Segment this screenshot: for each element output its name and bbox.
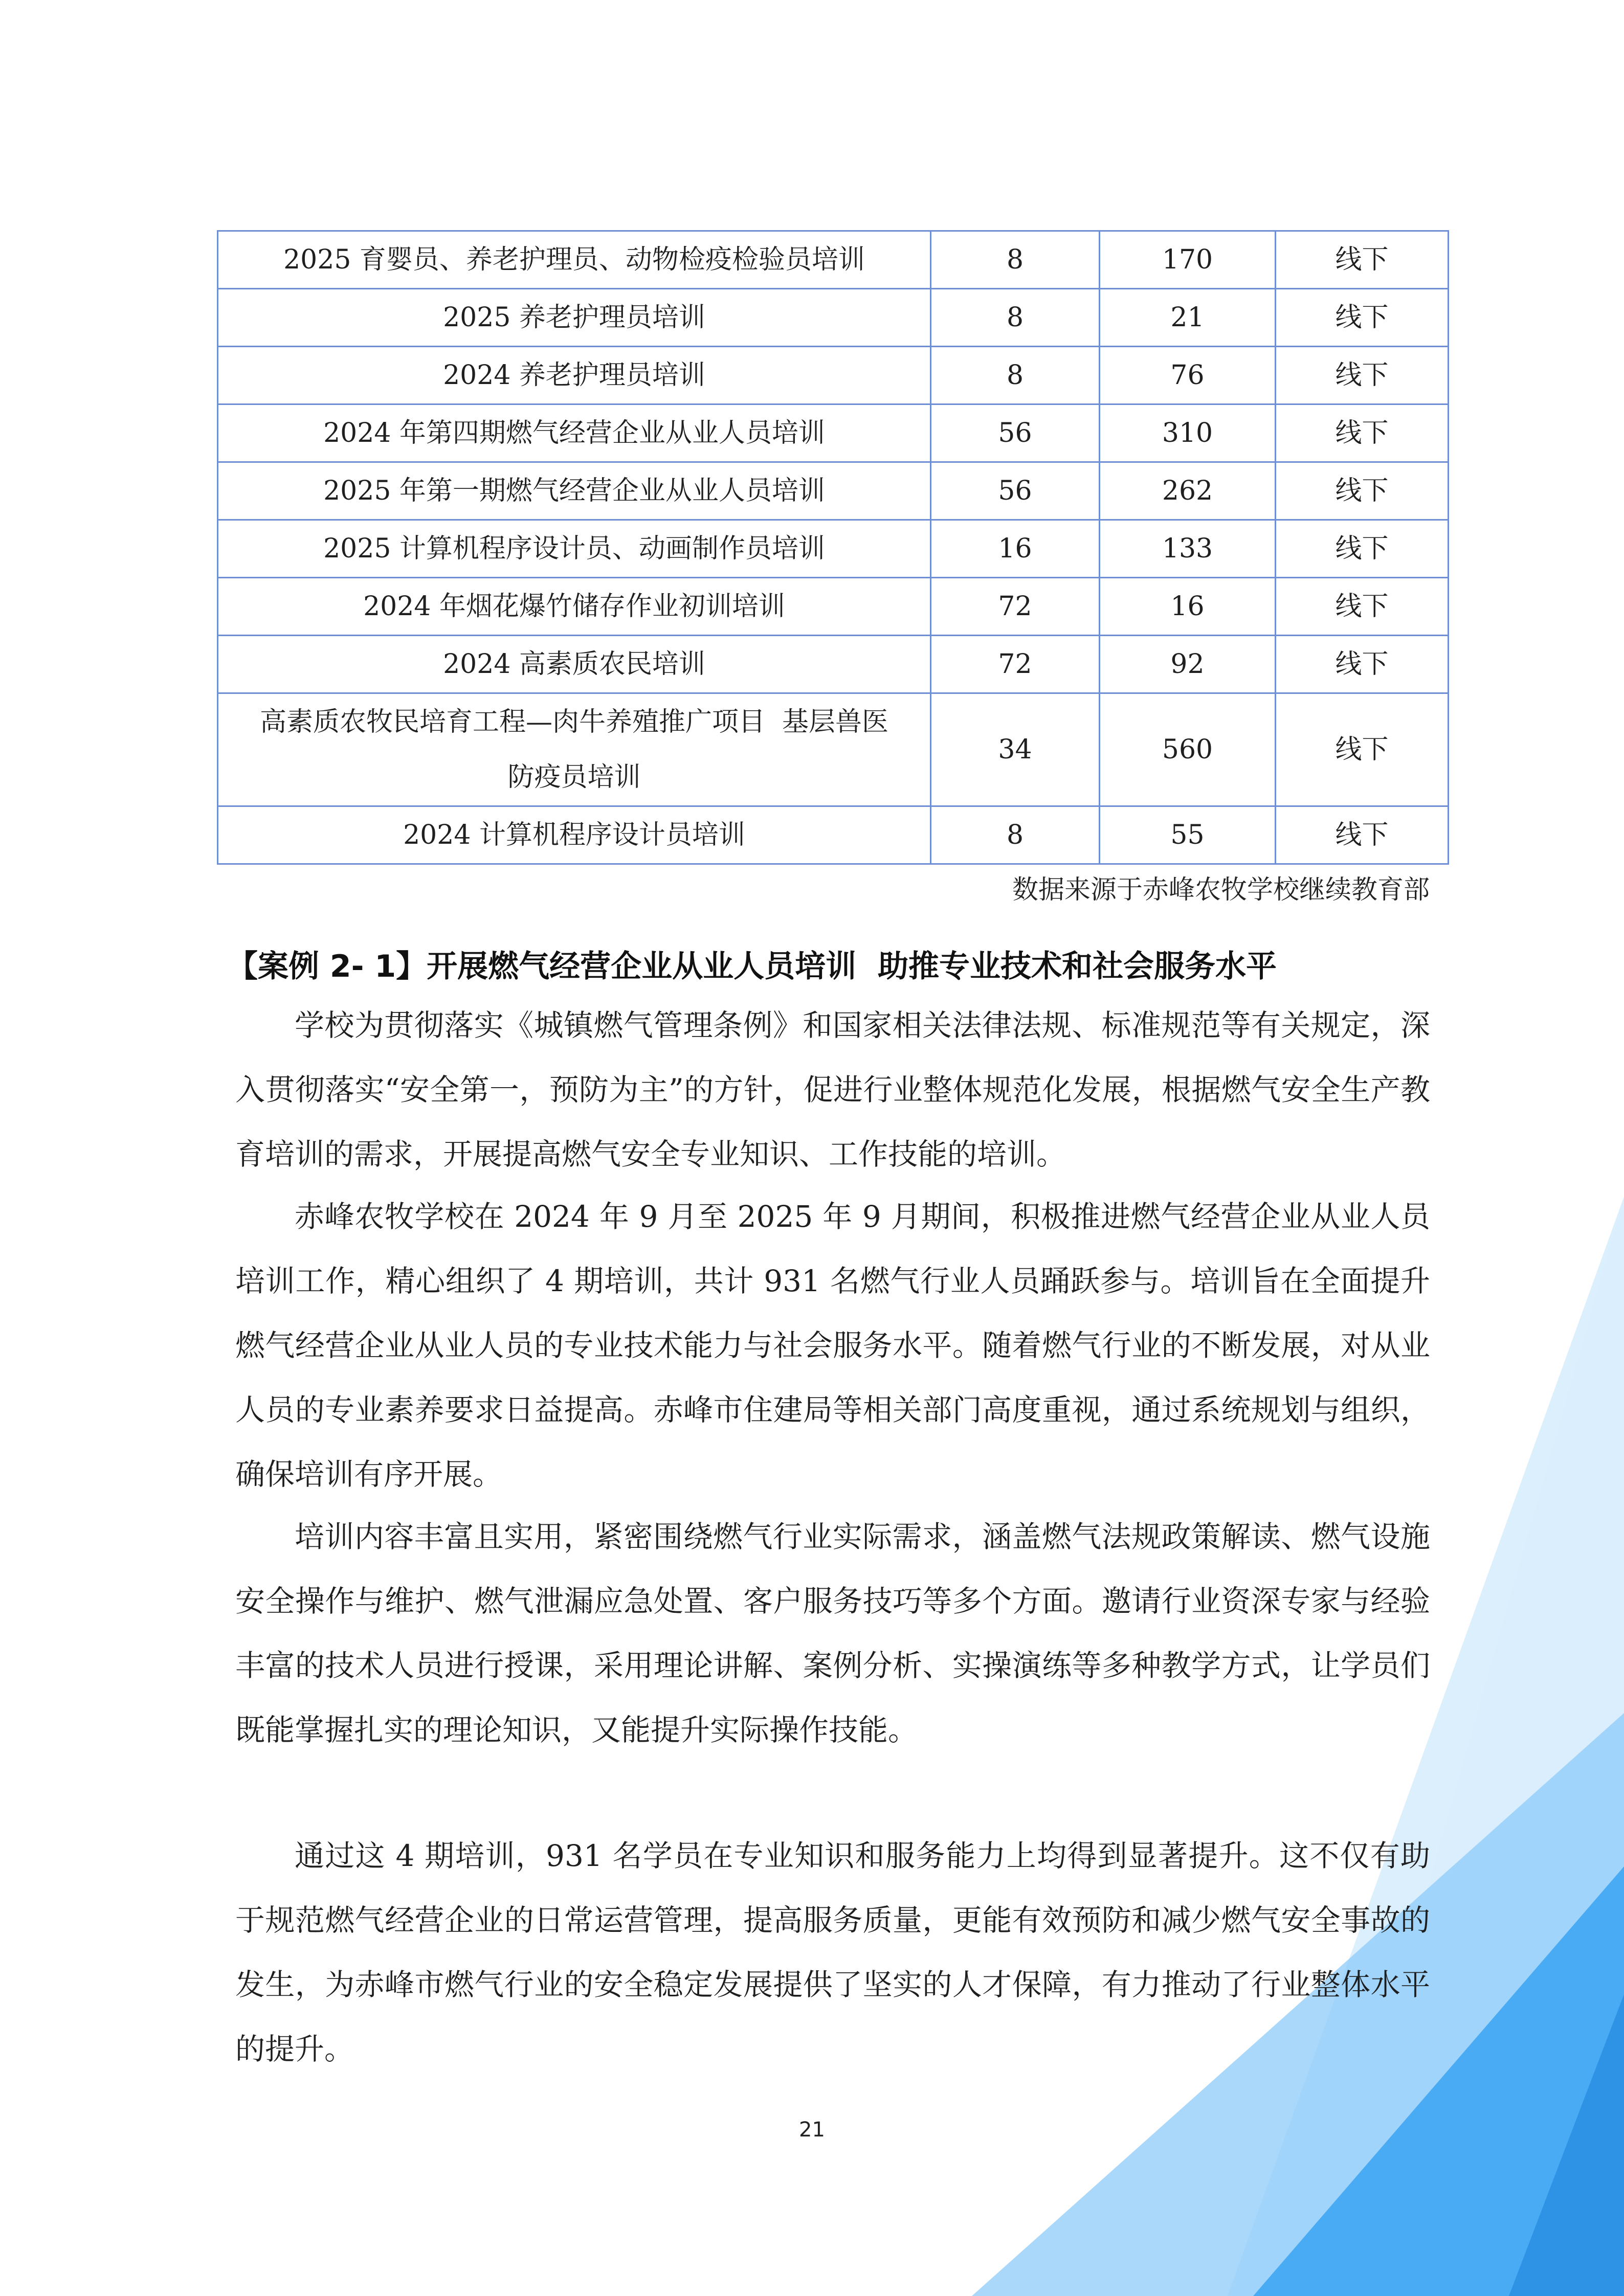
training-name-cell: 2025 育婴员、养老护理员、动物检疫检验员培训 xyxy=(218,231,931,289)
people-cell: 133 xyxy=(1100,520,1276,578)
mode-cell: 线下 xyxy=(1276,347,1449,404)
hours-cell: 56 xyxy=(931,462,1100,520)
training-name-cell: 2024 年第四期燃气经营企业从业人员培训 xyxy=(218,404,931,462)
training-table-wrapper xyxy=(217,230,1448,865)
people-cell: 262 xyxy=(1100,462,1276,520)
table-row xyxy=(218,693,1449,806)
mode-cell: 线下 xyxy=(1276,520,1449,578)
hours-cell: 72 xyxy=(931,578,1100,636)
mode-cell: 线下 xyxy=(1276,404,1449,462)
mode-cell: 线下 xyxy=(1276,289,1449,347)
people-cell: 76 xyxy=(1100,347,1276,404)
table-row xyxy=(218,806,1449,864)
paragraph-3: 培训内容丰富且实用，紧密围绕燃气行业实际需求，涵盖燃气法规政策解读、燃气设施安全操作与维护、燃气泄漏应急处置、客户服务技巧等多个方面。邀请行业资深专家与经验丰富的技术人员进行授课，采用理论讲解、案例分析、实操演练等多种教学方式，让学员们既能掌握扎实的理论知识，又能提升实际操作技能。 xyxy=(235,1519,1430,1747)
people-cell: 21 xyxy=(1100,289,1276,347)
table-row xyxy=(218,231,1449,289)
mode-cell: 线下 xyxy=(1276,231,1449,289)
table-row xyxy=(218,347,1449,404)
mode-cell: 线下 xyxy=(1276,806,1449,864)
paragraph-4: 通过这 4 期培训，931 名学员在专业知识和服务能力上均得到显著提升。这不仅有助于规范燃气经营企业的日常运营管理，提高服务质量，更能有效预防和减少燃气安全事故的发生，为赤峰市燃气行业的安全稳定发展提供了坚实的人才保障，有力推动了行业整体水平的提升。 xyxy=(235,1838,1430,2066)
mode-cell: 线下 xyxy=(1276,462,1449,520)
table-row xyxy=(218,520,1449,578)
training-name-cell xyxy=(218,693,931,806)
hours-cell: 34 xyxy=(931,693,1100,806)
table-row xyxy=(218,578,1449,636)
table-row xyxy=(218,636,1449,693)
people-cell: 55 xyxy=(1100,806,1276,864)
hours-cell: 56 xyxy=(931,404,1100,462)
table-row xyxy=(218,289,1449,347)
hours-cell: 8 xyxy=(931,347,1100,404)
hours-cell: 8 xyxy=(931,806,1100,864)
training-name-cell: 2025 养老护理员培训 xyxy=(218,289,931,347)
hours-cell: 8 xyxy=(931,231,1100,289)
training-name-cell: 2025 年第一期燃气经营企业从业人员培训 xyxy=(218,462,931,520)
people-cell: 16 xyxy=(1100,578,1276,636)
table-row xyxy=(218,462,1449,520)
case-heading: 【案例 2- 1】开展燃气经营企业从业人员培训 助推专业技术和社会服务水平 xyxy=(227,949,1277,984)
training-name-cell: 2024 养老护理员培训 xyxy=(218,347,931,404)
data-source-note: 数据来源于赤峰农牧学校继续教育部 xyxy=(1012,875,1430,905)
training-name-cell: 2025 计算机程序设计员、动画制作员培训 xyxy=(218,520,931,578)
hours-cell: 72 xyxy=(931,636,1100,693)
people-cell: 310 xyxy=(1100,404,1276,462)
paragraph-1: 学校为贯彻落实《城镇燃气管理条例》和国家相关法律法规、标准规范等有关规定，深入贯彻落实“安全第一，预防为主”的方针，促进行业整体规范化发展，根据燃气安全生产教育培训的需求，开展提高燃气安全专业知识、工作技能的培训。 xyxy=(235,1008,1430,1172)
page-number: 21 xyxy=(799,2118,825,2142)
table-row xyxy=(218,404,1449,462)
training-name-cell: 2024 年烟花爆竹储存作业初训培训 xyxy=(218,578,931,636)
hours-cell: 16 xyxy=(931,520,1100,578)
training-name-line-2: 防疫员培训 xyxy=(507,762,641,793)
paragraph-2: 赤峰农牧学校在 2024 年 9 月至 2025 年 9 月期间，积极推进燃气经营企业从业人员培训工作，精心组织了 4 期培训，共计 931 名燃气行业人员踊跃参与。培训旨在全面提升燃气经营企业从业人员的专业技术能力与社会服务水平。随着燃气行业的不断发展，对从业人员的专业素养要求日益提高。赤峰市住建局等相关部门高度重视，通过系统规划与组织，确保培训有序开展。 xyxy=(235,1199,1430,1492)
people-cell: 560 xyxy=(1100,693,1276,806)
people-cell: 170 xyxy=(1100,231,1276,289)
hours-cell: 8 xyxy=(931,289,1100,347)
training-name-cell: 2024 高素质农民培训 xyxy=(218,636,931,693)
training-name-line-1: 高素质农牧民培育工程—肉牛养殖推广项目 基层兽医 xyxy=(259,707,889,737)
mode-cell: 线下 xyxy=(1276,693,1449,806)
mode-cell: 线下 xyxy=(1276,636,1449,693)
mode-cell: 线下 xyxy=(1276,578,1449,636)
training-table xyxy=(217,230,1449,865)
training-name-cell: 2024 计算机程序设计员培训 xyxy=(218,806,931,864)
people-cell: 92 xyxy=(1100,636,1276,693)
